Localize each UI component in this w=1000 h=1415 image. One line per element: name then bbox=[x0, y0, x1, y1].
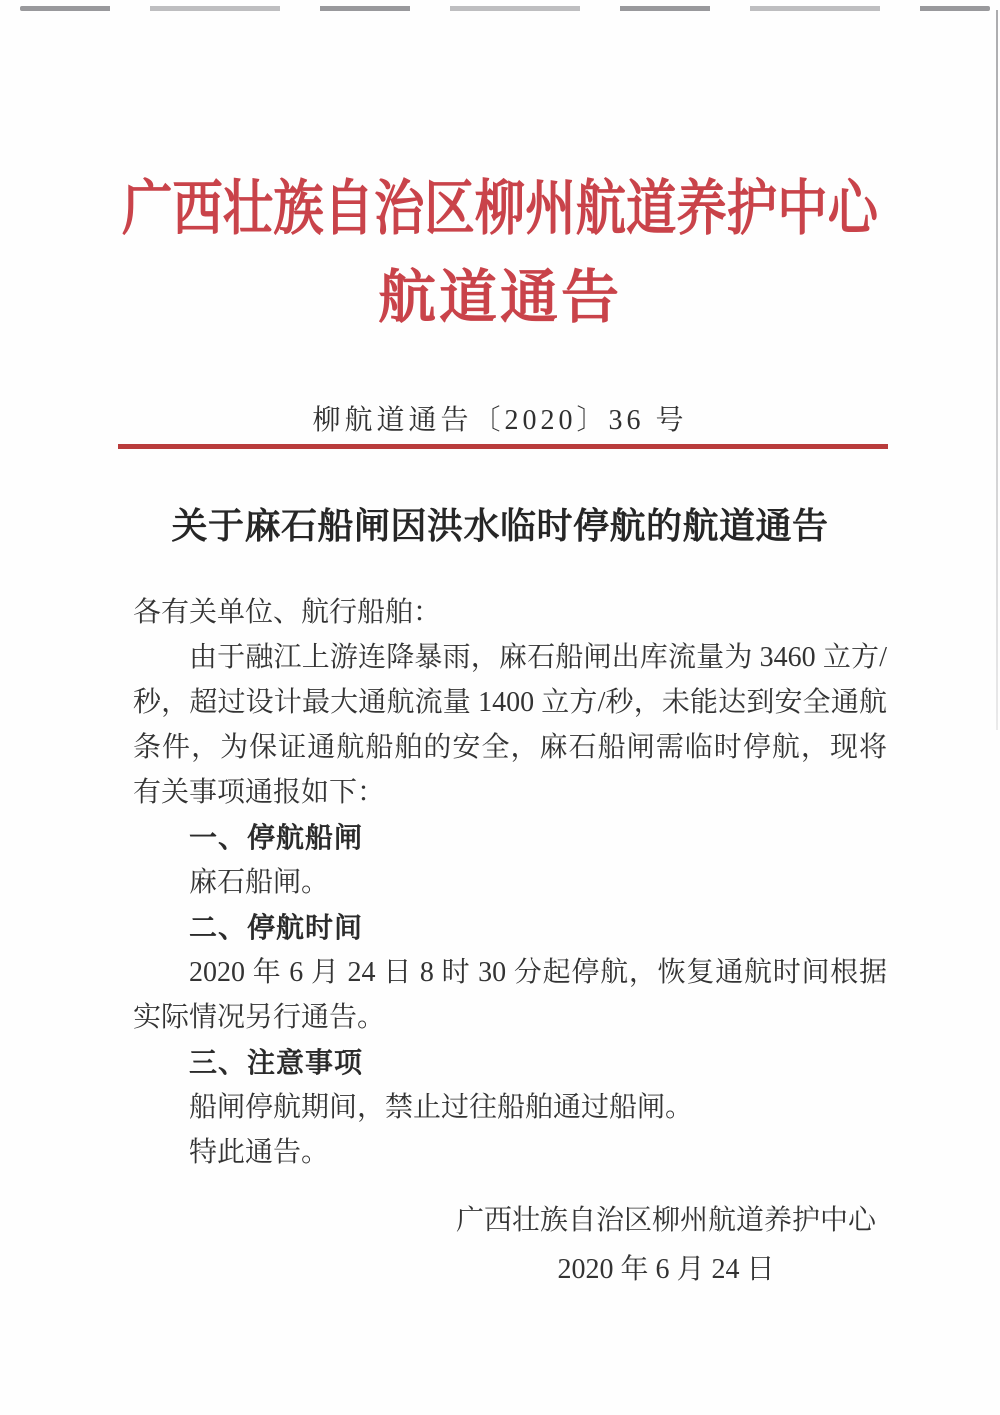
intro-paragraph: 由于融江上游连降暴雨，麻石船闸出库流量为 3460 立方/秒，超过设计最大通航流量 1400 立方/秒，未能达到安全通航条件，为保证通航船舶的安全，麻石船闸需临时停航，现将有关事项通报如下： bbox=[133, 642, 887, 808]
section-2-body: 2020 年 6 月 24 日 8 时 30 分起停航，恢复通航时间根据实际情况另行通告。 bbox=[133, 957, 887, 1033]
letterhead bbox=[0, 172, 1000, 330]
red-divider-rule bbox=[118, 444, 888, 449]
notice-body bbox=[133, 590, 887, 1175]
salutation: 各有关单位、航行船舶： bbox=[133, 597, 442, 628]
signature-date: 2020 年 6 月 24 日 bbox=[557, 1254, 775, 1285]
signature-org: 广西壮族自治区柳州航道养护中心 bbox=[455, 1205, 876, 1236]
letterhead-org-title: 广西壮族自治区柳州航道养护中心 bbox=[122, 176, 878, 242]
subject-title: 关于麻石船闸因洪水临时停航的航道通告 bbox=[171, 506, 829, 546]
section-3-body: 船闸停航期间，禁止过往船舶通过船闸。 bbox=[189, 1092, 694, 1123]
closing-statement: 特此通告。 bbox=[189, 1137, 330, 1168]
signature-block bbox=[456, 1196, 876, 1294]
section-2-heading: 二、停航时间 bbox=[189, 912, 364, 943]
scan-top-edge-artifact bbox=[20, 6, 990, 11]
scan-right-edge-artifact bbox=[996, 10, 998, 730]
section-3-heading: 三、注意事项 bbox=[189, 1047, 364, 1078]
section-1-body: 麻石船闸。 bbox=[189, 867, 330, 898]
letterhead-notice-title: 航道通告 bbox=[377, 265, 622, 330]
document-number: 柳航道通告〔2020〕36 号 bbox=[312, 405, 688, 436]
section-1-heading: 一、停航船闸 bbox=[189, 822, 364, 853]
